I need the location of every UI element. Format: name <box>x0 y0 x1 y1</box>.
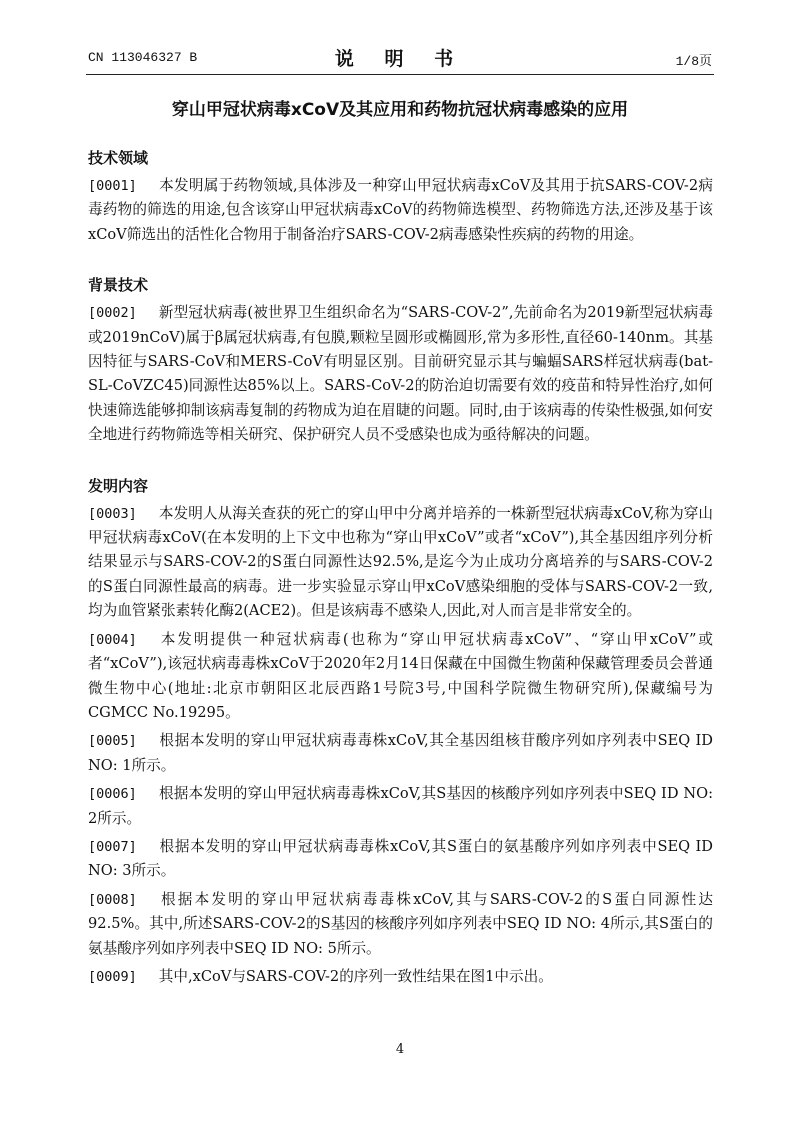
section-heading: 发明内容 <box>88 476 149 495</box>
paragraph-text: 根据本发明的穿山甲冠状病毒毒株xCoV,其S蛋白的氨基酸序列如序列表中SEQ ID NO: 3所示。 <box>88 837 713 880</box>
paragraph-text: 其中,xCoV与SARS-COV-2的序列一致性结果在图1中示出。 <box>158 967 553 985</box>
patent-number: CN 113046327 B <box>88 50 198 65</box>
paragraph <box>88 965 713 989</box>
paragraph-text: 本发明属于药物领域,具体涉及一种穿山甲冠状病毒xCoV及其用于抗SARS-COV-2病毒药物的筛选的用途,包含该穿山甲冠状病毒xCoV的药物筛选模型、药物筛选方法,还涉及基于该xCoV筛选出的活性化合物用于制备治疗SARS-COV-2病毒感染性疾病的药物的用途。 <box>88 177 713 243</box>
paragraph-id: [0002] <box>88 305 137 322</box>
document-type: 说 明 书 <box>334 48 466 70</box>
paragraph-text: 本发明提供一种冠状病毒(也称为“穿山甲冠状病毒xCoV”、“穿山甲xCoV”或者“xCoV”),该冠状病毒毒株xCoV于2020年2月14日保藏在中国微生物菌种保藏管理委员会普通微生物中心(地址:北京市朝阳区北辰西路1号院3号,中国科学院微生物研究所),保藏编号为CGMCC No.19295。 <box>88 630 713 721</box>
paragraph-text: 根据本发明的穿山甲冠状病毒毒株xCoV,其S基因的核酸序列如序列表中SEQ ID NO: 2所示。 <box>88 785 713 827</box>
document-title: 穿山甲冠状病毒xCoV及其应用和药物抗冠状病毒感染的应用 <box>171 100 629 120</box>
paragraph <box>88 888 713 961</box>
paragraph-id: [0009] <box>88 968 137 985</box>
section-background <box>88 273 713 447</box>
paragraph <box>88 782 713 831</box>
paragraph <box>88 301 713 447</box>
paragraph-text: 本发明人从海关查获的死亡的穿山甲中分离并培养的一株新型冠状病毒xCoV,称为穿山甲冠状病毒xCoV(在本发明的上下文中也称为“穿山甲xCoV”或者“xCoV”),其全基因组序列分析结果显示与SARS-COV-2的S蛋白同源性达92.5%,是迄今为止成功分离培养的与SARS-COV-2的S蛋白同源性最高的病毒。进一步实验显示穿山甲xCoV感染细胞的受体与SARS-COV-2一致,均为血管紧张素转化酶2(ACE2)。但是该病毒不感染人,因此,对人而言是非常安全的。 <box>88 504 713 620</box>
paragraph-id: [0004] <box>88 631 137 648</box>
paragraph-id: [0005] <box>88 733 137 750</box>
page-label: 1/8页 <box>675 54 712 69</box>
paragraph <box>88 174 713 247</box>
paragraph-id: [0003] <box>88 505 137 522</box>
paragraph <box>88 835 713 884</box>
paragraph-id: [0007] <box>88 838 137 855</box>
paragraph <box>88 729 713 778</box>
section-technical-field <box>88 146 713 247</box>
document-body <box>88 146 713 1015</box>
page-number: 4 <box>395 1042 405 1057</box>
paragraph-text: 根据本发明的穿山甲冠状病毒毒株xCoV,其全基因组核苷酸序列如序列表中SEQ ID NO: 1所示。 <box>88 732 713 774</box>
section-heading: 背景技术 <box>88 276 149 295</box>
paragraph <box>88 628 713 726</box>
section-summary <box>88 474 713 990</box>
header-divider <box>86 74 714 75</box>
paragraph-text: 新型冠状病毒(被世界卫生组织命名为“SARS-COV-2”,先前命名为2019新型冠状病毒或2019nCoV)属于β属冠状病毒,有包膜,颗粒呈圆形或椭圆形,常为多形性,直径60-140nm。其基因特征与SARS-CoV和MERS-CoV有明显区别。目前研究显示其与蝙蝠SARS样冠状病毒(bat-SL-CoVZC45)同源性达85%以上。SARS-CoV-2的防治迫切需要有效的疫苗和特异性治疗,如何快速筛选能够抑制该病毒复制的药物成为迫在眉睫的问题。同时,由于该病毒的传染性极强,如何安全地进行药物筛选等相关研究、保护研究人员不受感染也成为亟待解决的问题。 <box>88 304 713 444</box>
paragraph-id: [0008] <box>88 891 137 908</box>
paragraph <box>88 502 713 624</box>
paragraph-id: [0006] <box>88 786 137 803</box>
section-heading: 技术领域 <box>88 149 149 167</box>
paragraph-text: 根据本发明的穿山甲冠状病毒毒株xCoV,其与SARS-COV-2的S蛋白同源性达92.5%。其中,所述SARS-COV-2的S基因的核酸序列如序列表中SEQ ID NO: 4所示,其S蛋白的氨基酸序列如序列表中SEQ ID NO: 5所示。 <box>88 890 713 957</box>
paragraph-id: [0001] <box>88 178 137 194</box>
